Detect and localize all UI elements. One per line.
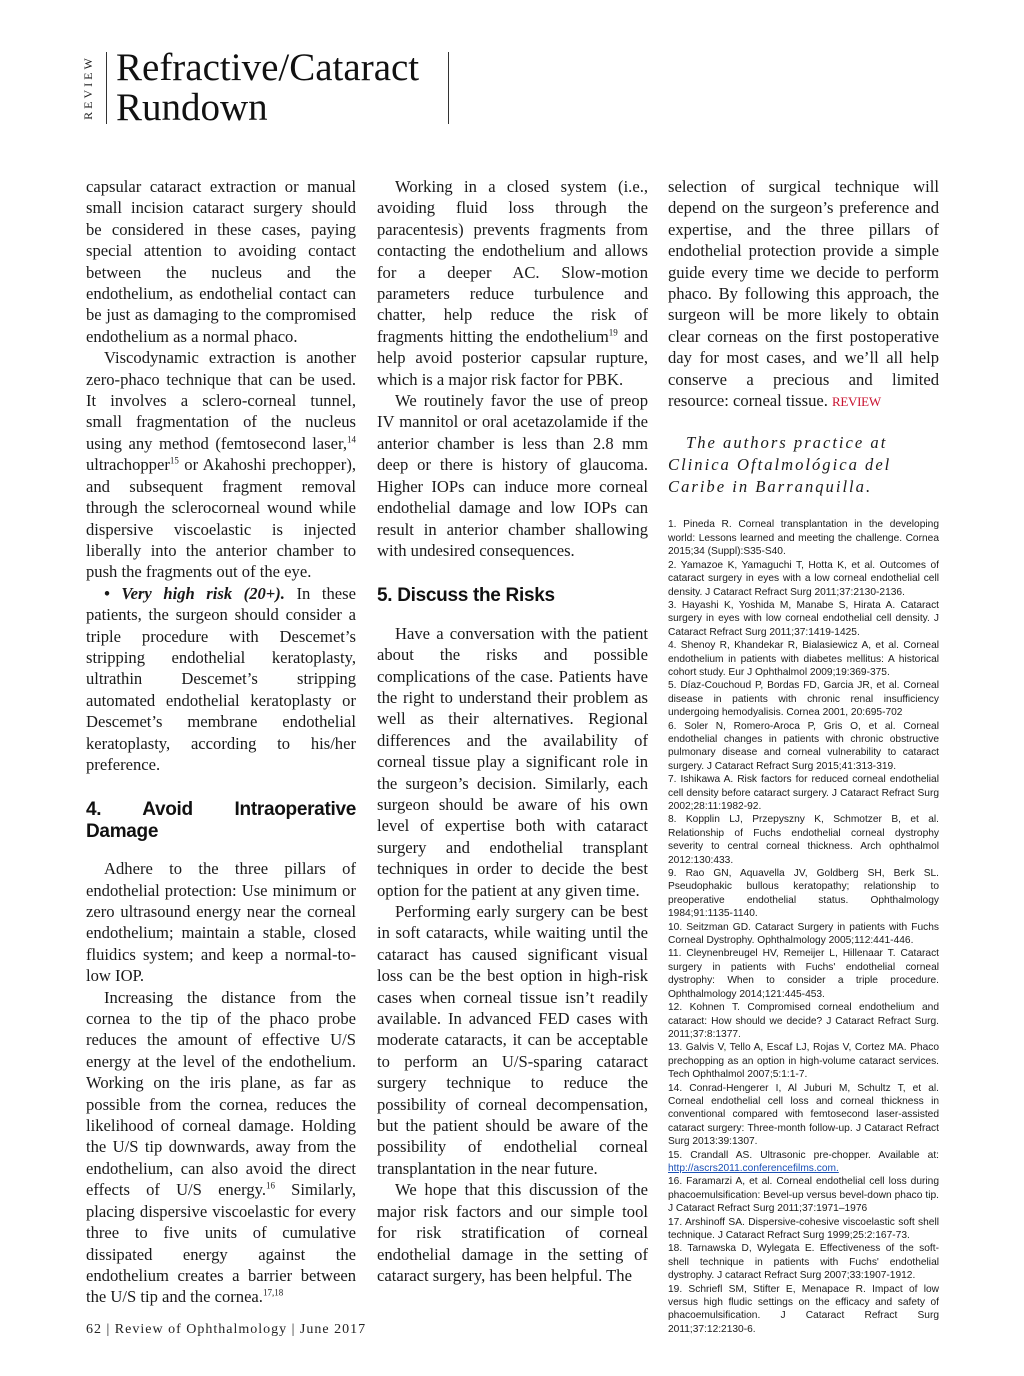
paragraph <box>668 176 939 412</box>
text-run: Viscodynamic extraction is another zero-phaco technique that can be used. It involves a sclero-corneal tunnel, small fragmentation of the nucleus using any method (femtosecond laser, <box>86 348 356 453</box>
text-run: Similarly, placing dispersive viscoelastic for every three to five units of cumulative dissipated energy against the endothelium creates a barrier between the U/S tip and the cornea. <box>86 1180 356 1307</box>
reference: 1. Pineda R. Corneal transplantation in the developing world: Lessons learned and meeting the challenge. Cornea 2015;34 (Suppl):S35-S40. <box>668 519 939 558</box>
paragraph <box>86 987 356 1308</box>
text-run: or Akahoshi prechopper), and subsequent fragment removal through the sclerocorneal wound while dispersive viscoelastic is injected liberally into the anterior chamber to push the fragments out of the eye. <box>86 455 356 582</box>
reference: 13. Galvis V, Tello A, Escaf LJ, Rojas V, Cortez MA. Phaco prechopping as an option in high-volume cataract services. Tech Ophthalmol 2007;5:1:1-7. <box>668 1042 939 1081</box>
reference: 11. Cleynenbreugel HV, Remeijer L, Hillenaar T. Cataract surgery in patients with Fuchs' endothelial corneal dystrophy: When to consider a triple procedure. Ophthalmology 2014;121:445-453. <box>668 948 939 1000</box>
reference: 4. Shenoy R, Khandekar R, Bialasiewicz A, et al. Corneal endothelium in patients with diabetes mellitus: A historical cohort study. Eur J Ophthalmol 2009;19:369-375. <box>668 640 939 678</box>
citation: 19 <box>608 327 618 338</box>
reference: 17. Arshinoff SA. Dispersive-cohesive viscoelastic soft shell technique. J Cataract Refract Surg 1999;25:2:167-73. <box>668 1216 939 1241</box>
text-run: Increasing the distance from the cornea to the tip of the phaco probe reduces the amount of effective U/S energy at the level of the endothelium. Working on the iris plane, as far as possible from the cornea, reduces the likelihood of corneal damage. Holding the U/S tip downwards, away from the endothelium, can also avoid the direct effects of U/S energy. <box>86 987 356 1200</box>
author-note: The authors practice at Clinica Oftalmológica del Caribe in Barranquilla. <box>668 433 892 497</box>
end-mark: REVIEW <box>832 394 881 410</box>
reference: 6. Soler N, Romero-Aroca P, Gris O, et al. Corneal endothelial changes in patients with chronic obstructive pulmonary disease and corneal vulnerability to cataract surgery. J Cataract Refract Surg 2015;41:313-319. <box>668 720 939 772</box>
paragraph: capsular cataract extraction or manual small incision cataract surgery should be considered in these cases, paying special attention to avoiding contact between the nucleus and the endothelium, as endothelial contact can be just as damaging to the compromised endothelium as a normal phaco. <box>86 177 356 346</box>
page-title <box>116 48 419 128</box>
text-run: ultrachopper <box>86 455 170 475</box>
text-run: In these patients, the surgeon should consider a triple procedure with Descemet’s stripping endothelial keratoplasty, ultrathin Descemet’s stripping automated endothelial keratoplasty or Descemet’s membrane endothelial keratoplasty, according to his/her preference. <box>86 583 356 774</box>
reference: 18. Tarnawska D, Wylegata E. Effectiveness of the soft-shell technique in patients with Fuchs' endothelial dystrophy. J cataract Refract Surg 2007;33:1907-1912. <box>668 1243 939 1282</box>
reference <box>668 1149 939 1176</box>
reference: 7. Ishikawa A. Risk factors for reduced corneal endothelial cell density before cataract surgery. J Cataract Refract Surg 2002;28:11:1982-92. <box>668 774 939 812</box>
reference: 5. Díaz-Couchoud P, Bordas FD, Garcia JR, et al. Corneal disease in patients with chronic renal insufficiency undergoing hemodyalisis. Cornea 2001, 20:695-702 <box>668 680 939 719</box>
paragraph <box>377 176 648 390</box>
citation: 17,18 <box>262 1287 284 1298</box>
bullet-lead: • Very high risk (20+). <box>104 583 285 603</box>
title-line-1: Refractive/Cataract <box>116 46 420 89</box>
paragraph <box>86 583 356 776</box>
section-heading: 5. Discuss the Risks <box>377 585 555 607</box>
paragraph: Adhere to the three pillars of endothelial protection: Use minimum or zero ultrasound energy near the corneal endothelium; maintain a stable, closed fluidics system; and keep a normal-to-low IOP. <box>86 859 356 986</box>
citation: 16 <box>265 1180 275 1191</box>
citation: 15 <box>169 455 179 466</box>
text-run: selection of surgical technique will depend on the surgeon’s preference and expertise, and the three pillars of endothelial protection provide a simple guide every time we decide to perform phaco. By following this approach, the surgeon will be more likely to obtain clear corneas on the first postoperative day for most cases, and we’ll all help conserve a precious and limited resource: corneal tissue. <box>668 177 939 411</box>
section-heading: 4. Avoid Intraoperative Damage <box>86 799 356 842</box>
reference: 16. Faramarzi A, et al. Corneal endothelial cell loss during phacoemulsification: Bevel-up versus bevel-down phaco tip. J Cataract Refract Surg 2011;37:1971–1976 <box>668 1176 939 1215</box>
reference: 19. Schriefl SM, Stifter E, Menapace R. Impact of low versus high fludic settings on the efficacy and safety of phacoemulsification. J Cataract Refract Surg 2011;37:12:2130-6. <box>668 1283 939 1335</box>
column-1 <box>86 176 356 1308</box>
reference: 9. Rao GN, Aquavella JV, Goldberg SH, Berk SL. Pseudophakic bullous keratopathy; relationship to preoperative endothelial status. Ophthalmology 1984;91:1135-1140. <box>668 868 939 920</box>
page-footer: 62 | Review of Ophthalmology | June 2017 <box>86 1322 367 1337</box>
header-rule-left <box>106 52 107 124</box>
reference-link[interactable]: http://ascrs2011.conferencefilms.com. <box>668 1162 839 1174</box>
text-run: and help avoid posterior capsular rupture, which is a major risk factor for PBK. <box>377 326 649 389</box>
reference: 2. Yamazoe K, Yamaguchi T, Hotta K, et al. Outcomes of cataract surgery in eyes with a low corneal endothelial cell density. J Cataract Refract Surg 2011;37:2130-2136. <box>668 559 939 598</box>
section-kicker <box>80 50 104 130</box>
reference: 14. Conrad-Hengerer I, Al Juburi M, Schultz T, et al. Corneal endothelial cell loss and corneal thickness in conventional compared with femtosecond laser-assisted cataract surgery: Three-month follow-up. J Cataract Refract Surg 2013:39:1307. <box>668 1082 939 1148</box>
reference: 12. Kohnen T. Compromised corneal endothelium and cataract: How should we decide? J Cataract Refract Surg. 2011;37:8:1377. <box>668 1002 939 1040</box>
header-rule-right <box>448 52 449 124</box>
citation: 14 <box>347 434 356 445</box>
paragraph <box>86 347 356 582</box>
column-3 <box>668 176 939 1336</box>
paragraph: We routinely favor the use of preop IV mannitol or oral acetazolamide if the anterior chamber is less than 2.8 mm deep or there is history of glaucoma. Higher IOPs can induce more corneal endothelial damage and low IOPs can result in anterior chamber shallowing with undesired consequences. <box>377 391 648 560</box>
paragraph: We hope that this discussion of the major risk factors and our simple tool for risk stratification of corneal endothelial damage in the setting of cataract surgery, has been helpful. The <box>377 1180 648 1285</box>
column-2 <box>377 176 648 1286</box>
title-line-2: Rundown <box>116 86 268 129</box>
kicker-text: REVIEW <box>80 55 95 120</box>
text-run: Working in a closed system (i.e., avoiding fluid loss through the paracentesis) prevents fragments from contacting the endothelium and allows for a deeper AC. Slow-motion parameters reduce turbulence and chatter, help reduce the risk of fragments hitting the endothelium <box>377 177 648 346</box>
paragraph: Have a conversation with the patient about the risks and possible complications of the case. Patients have the right to understand their problem as well as their alternatives. Regional differences and the availability of corneal tissue play a significant role in the surgeon’s decision. Similarly, each surgeon should be aware of his own level of expertise both with cataract surgery and endothelial transplant techniques in order to decide the best option for the patient at any given time. <box>377 623 648 900</box>
references-list <box>668 518 939 1336</box>
text-run: 15. Crandall AS. Ultrasonic pre-chopper. Available at: <box>668 1149 939 1161</box>
reference: 8. Kopplin LJ, Przepyszny K, Schmotzer B, et al. Relationship of Fuchs endothelial corneal dystrophy severity to central corneal thickness. Arch ophthalmol 2012:130:433. <box>668 814 939 866</box>
reference: 3. Hayashi K, Yoshida M, Manabe S, Hirata A. Cataract surgery in eyes with low corneal endothelial cell density. J Cataract Refract Surg 2011;37:1419-1425. <box>668 599 939 638</box>
paragraph: Performing early surgery can be best in soft cataracts, while waiting until the cataract has caused significant visual loss can be the best option in high-risk cases when corneal tissue isn’t readily available. In advanced FED cases with moderate cataracts, it can be acceptable to perform an U/S-sparing cataract surgery technique to reduce the possibility of corneal decompensation, but the patient should be aware of the possibility of endothelial corneal transplantation in the near future. <box>377 902 648 1178</box>
reference: 10. Seitzman GD. Cataract Surgery in patients with Fuchs Corneal Dystrophy. Ophthalmology 2005;112:441-446. <box>668 921 939 947</box>
